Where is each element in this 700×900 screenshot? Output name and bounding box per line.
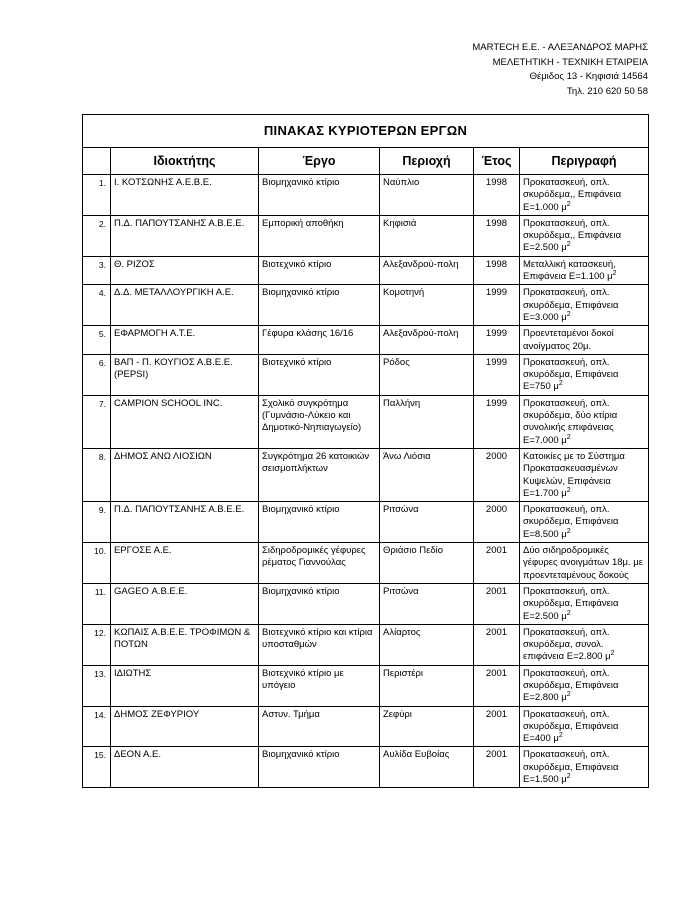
row-project: Βιοτεχνικό κτίριο (259, 354, 380, 395)
row-region: Παλλήνη (380, 395, 474, 448)
row-description-text: Προκατασκευή, οπλ. σκυρόδεμα, Επιφάνεια Ε=2.500 μ (523, 585, 619, 622)
area-unit-superscript: 2 (558, 380, 563, 388)
row-year: 2000 (474, 502, 520, 543)
row-region: Ζεφύρι (380, 706, 474, 747)
area-unit-superscript: 2 (558, 732, 563, 740)
table-row (83, 543, 649, 584)
row-owner: ΔΗΜΟΣ ΖΕΦΥΡΙΟΥ (111, 706, 259, 747)
row-description (520, 665, 649, 706)
row-region: Ρόδος (380, 354, 474, 395)
row-year: 1999 (474, 285, 520, 326)
row-region: Αλεξανδρού-πολη (380, 326, 474, 355)
row-region: Ριτσώνα (380, 583, 474, 624)
table-row (83, 285, 649, 326)
row-description-text: Προκατασκευή, οπλ. σκυρόδεμα, δύο κτίρια συνολικής επιφάνειας Ε=7.000 μ (523, 397, 618, 446)
row-region: Ναύπλιο (380, 175, 474, 216)
row-description-text: Προκατασκευή, οπλ. σκυρόδεμα, Επιφάνεια Ε=1.500 μ (523, 749, 619, 786)
row-description (520, 326, 649, 355)
company-name: MARTECH Ε.Ε. - ΑΛΕΞΑΝΔΡΟΣ ΜΑΡΗΣ (472, 42, 648, 53)
row-year: 2001 (474, 665, 520, 706)
company-phone: Τηλ. 210 620 50 58 (566, 85, 648, 97)
row-description (520, 706, 649, 747)
table-title: ΠΙΝΑΚΑΣ ΚΥΡΙΟΤΕΡΩΝ ΕΡΓΩΝ (83, 115, 649, 148)
row-description-text: Προκατασκευή, οπλ. σκυρόδεμα, Επιφάνεια Ε=2.800 μ (523, 667, 619, 704)
row-year: 1999 (474, 326, 520, 355)
header-description: Περιγραφή (520, 148, 649, 175)
row-owner: ΚΩΠΑΙΣ Α.Β.Ε.Ε. ΤΡΟΦΙΜΩΝ & ΠΟΤΩΝ (111, 624, 259, 665)
row-owner: ΔΕΟΝ Α.Ε. (111, 747, 259, 788)
row-owner: Ι. ΚΟΤΣΩΝΗΣ Α.Ε.Β.Ε. (111, 175, 259, 216)
letterhead (472, 41, 648, 99)
table-row (83, 502, 649, 543)
row-number: 1. (83, 175, 111, 216)
row-year: 1999 (474, 395, 520, 448)
row-project: Βιοτεχνικό κτίριο με υπόγειο (259, 665, 380, 706)
row-number: 4. (83, 285, 111, 326)
row-number: 11. (83, 583, 111, 624)
area-unit-superscript: 2 (566, 527, 571, 535)
row-project: Βιομηχανικό κτίριο (259, 583, 380, 624)
row-owner: ΕΦΑΡΜΟΓΗ Α.Τ.Ε. (111, 326, 259, 355)
row-description (520, 747, 649, 788)
row-description-text: Προκατασκευή, οπλ. σκυρόδεμα, Επιφάνεια Ε=400 μ (523, 708, 619, 745)
row-number: 3. (83, 256, 111, 285)
row-description (520, 543, 649, 584)
row-owner: ΕΡΓΟΣΕ Α.Ε. (111, 543, 259, 584)
row-year: 2001 (474, 706, 520, 747)
table-row (83, 395, 649, 448)
row-year: 2001 (474, 624, 520, 665)
row-owner: Π.Δ. ΠΑΠΟΥΤΣΑΝΗΣ Α.Β.Ε.Ε. (111, 502, 259, 543)
row-year: 1998 (474, 215, 520, 256)
row-region: Αλίαρτος (380, 624, 474, 665)
row-number: 12. (83, 624, 111, 665)
row-description (520, 583, 649, 624)
row-region: Κομοτηνή (380, 285, 474, 326)
row-owner: CAMPION SCHOOL INC. (111, 395, 259, 448)
row-description-text: Κατοικίες με το Σύστημα Προκατασκευασμένων Κυψελών, Επιφάνεια Ε=1.700 μ (523, 450, 625, 499)
area-unit-superscript: 2 (566, 433, 571, 441)
table-row (83, 256, 649, 285)
row-description (520, 354, 649, 395)
table-row (83, 706, 649, 747)
row-project: Αστυν. Τμήμα (259, 706, 380, 747)
row-number: 9. (83, 502, 111, 543)
row-description-text: Προκατασκευή, οπλ. σκυρόδεμα,, Επιφάνεια Ε=2.500 μ (523, 217, 622, 254)
row-project: Γέφυρα κλάσης 16/16 (259, 326, 380, 355)
header-year: Έτος (474, 148, 520, 175)
row-project: Σχολικό συγκρότημα (Γυμνάσιο-Λύκειο και Δημοτικό-Νηπιαγωγείο) (259, 395, 380, 448)
row-description-text: Προκατασκευή, οπλ. σκυρόδεμα, Επιφάνεια Ε=3.000 μ (523, 287, 619, 323)
row-number: 5. (83, 326, 111, 355)
table-row (83, 175, 649, 216)
row-description (520, 256, 649, 285)
row-description (520, 624, 649, 665)
row-number: 10. (83, 543, 111, 584)
row-project: Βιομηχανικό κτίριο (259, 175, 380, 216)
row-owner: Θ. ΡΙΖΟΣ (111, 256, 259, 285)
company-type: ΜΕΛΕΤΗΤΙΚΗ - ΤΕΧΝΙΚΗ ΕΤΑΙΡΕΙΑ (492, 56, 648, 68)
row-year: 2000 (474, 448, 520, 501)
row-description-text: Προκατασκευή, οπλ. σκυρόδεμα, συνολ. επιφάνεια Ε=2.800 μ (523, 626, 611, 663)
row-region: Κηφισιά (380, 215, 474, 256)
table-row (83, 624, 649, 665)
table-row (83, 354, 649, 395)
row-description (520, 502, 649, 543)
row-region: Αλεξανδρού-πολη (380, 256, 474, 285)
row-number: 15. (83, 747, 111, 788)
area-unit-superscript: 2 (566, 772, 571, 780)
table-row (83, 326, 649, 355)
area-unit-superscript: 2 (566, 241, 571, 249)
row-description (520, 175, 649, 216)
row-number: 13. (83, 665, 111, 706)
row-year: 1999 (474, 354, 520, 395)
row-project: Συγκρότημα 26 κατοικιών σεισμοπλήκτων (259, 448, 380, 501)
row-project: Βιομηχανικό κτίριο (259, 285, 380, 326)
row-description-text: Μεταλλική κατασκευή, Επιφάνεια Ε=1.100 μ (523, 258, 616, 283)
table-header-row (83, 148, 649, 175)
row-region: Άνω Λιόσια (380, 448, 474, 501)
area-unit-superscript: 2 (566, 691, 571, 699)
table-row (83, 448, 649, 501)
row-project: Βιοτεχνικό κτίριο και κτίρια υποσταθμών (259, 624, 380, 665)
row-owner: ΔΗΜΟΣ ΑΝΩ ΛΙΟΣΙΩΝ (111, 448, 259, 501)
row-owner: Π.Δ. ΠΑΠΟΥΤΣΑΝΗΣ Α.Β.Ε.Ε. (111, 215, 259, 256)
row-description (520, 448, 649, 501)
row-description (520, 395, 649, 448)
row-owner: Δ.Δ. ΜΕΤΑΛΛΟΥΡΓΙΚΗ Α.Ε. (111, 285, 259, 326)
main-works-table (82, 114, 649, 788)
row-year: 2001 (474, 747, 520, 788)
area-unit-superscript: 2 (566, 486, 571, 494)
row-project: Βιομηχανικό κτίριο (259, 747, 380, 788)
area-unit-superscript: 2 (566, 609, 571, 617)
area-unit-superscript: 2 (566, 200, 571, 208)
row-description-text: Προκατασκευή, οπλ. σκυρόδεμα, Επιφάνεια Ε=8.500 μ (523, 504, 619, 540)
row-region: Θριάσιο Πεδίο (380, 543, 474, 584)
row-description (520, 215, 649, 256)
row-description-text: Προκατασκευή, οπλ. σκυρόδεμα,, Επιφάνεια Ε=1.000 μ (523, 177, 622, 213)
row-project: Εμπορική αποθήκη (259, 215, 380, 256)
table-row (83, 747, 649, 788)
row-project: Βιοτεχνικό κτίριο (259, 256, 380, 285)
row-number: 8. (83, 448, 111, 501)
row-number: 2. (83, 215, 111, 256)
row-number: 14. (83, 706, 111, 747)
company-address: Θέμιδος 13 - Κηφισιά 14564 (529, 71, 648, 82)
header-num (83, 148, 111, 175)
row-description (520, 285, 649, 326)
header-project: Έργο (259, 148, 380, 175)
table-row (83, 215, 649, 256)
row-number: 6. (83, 354, 111, 395)
table-row (83, 583, 649, 624)
area-unit-superscript: 2 (566, 310, 571, 318)
row-year: 2001 (474, 543, 520, 584)
row-description-text: Προεντεταμένοι δοκοί ανοίγματος 20μ. (523, 328, 614, 352)
row-year: 1998 (474, 256, 520, 285)
row-owner: ΙΔΙΩΤΗΣ (111, 665, 259, 706)
table-row (83, 665, 649, 706)
row-owner: GAGEO Α.Β.Ε.Ε. (111, 583, 259, 624)
row-project: Βιομηχανικό κτίριο (259, 502, 380, 543)
header-region: Περιοχή (380, 148, 474, 175)
row-region: Ριτσώνα (380, 502, 474, 543)
row-year: 2001 (474, 583, 520, 624)
row-number: 7. (83, 395, 111, 448)
area-unit-superscript: 2 (610, 650, 615, 658)
row-owner: ΒΑΠ - Π. ΚΟΥΓΙΟΣ Α.Β.Ε.Ε. (PEPSI) (111, 354, 259, 395)
header-owner: Ιδιοκτήτης (111, 148, 259, 175)
row-project: Σιδηροδρομικές γέφυρες ρέματος Γιαννούλας (259, 543, 380, 584)
area-unit-superscript: 2 (612, 269, 617, 277)
row-region: Αυλίδα Ευβοίας (380, 747, 474, 788)
row-description-text: Προκατασκευή, οπλ. σκυρόδεμα, Επιφάνεια Ε=750 μ (523, 356, 619, 393)
row-year: 1998 (474, 175, 520, 216)
row-region: Περιστέρι (380, 665, 474, 706)
row-description-text: Δύο σιδηροδρομικές γέφυρες ανοιγμάτων 18μ. με προεντεταμένους δοκούς (523, 545, 644, 581)
